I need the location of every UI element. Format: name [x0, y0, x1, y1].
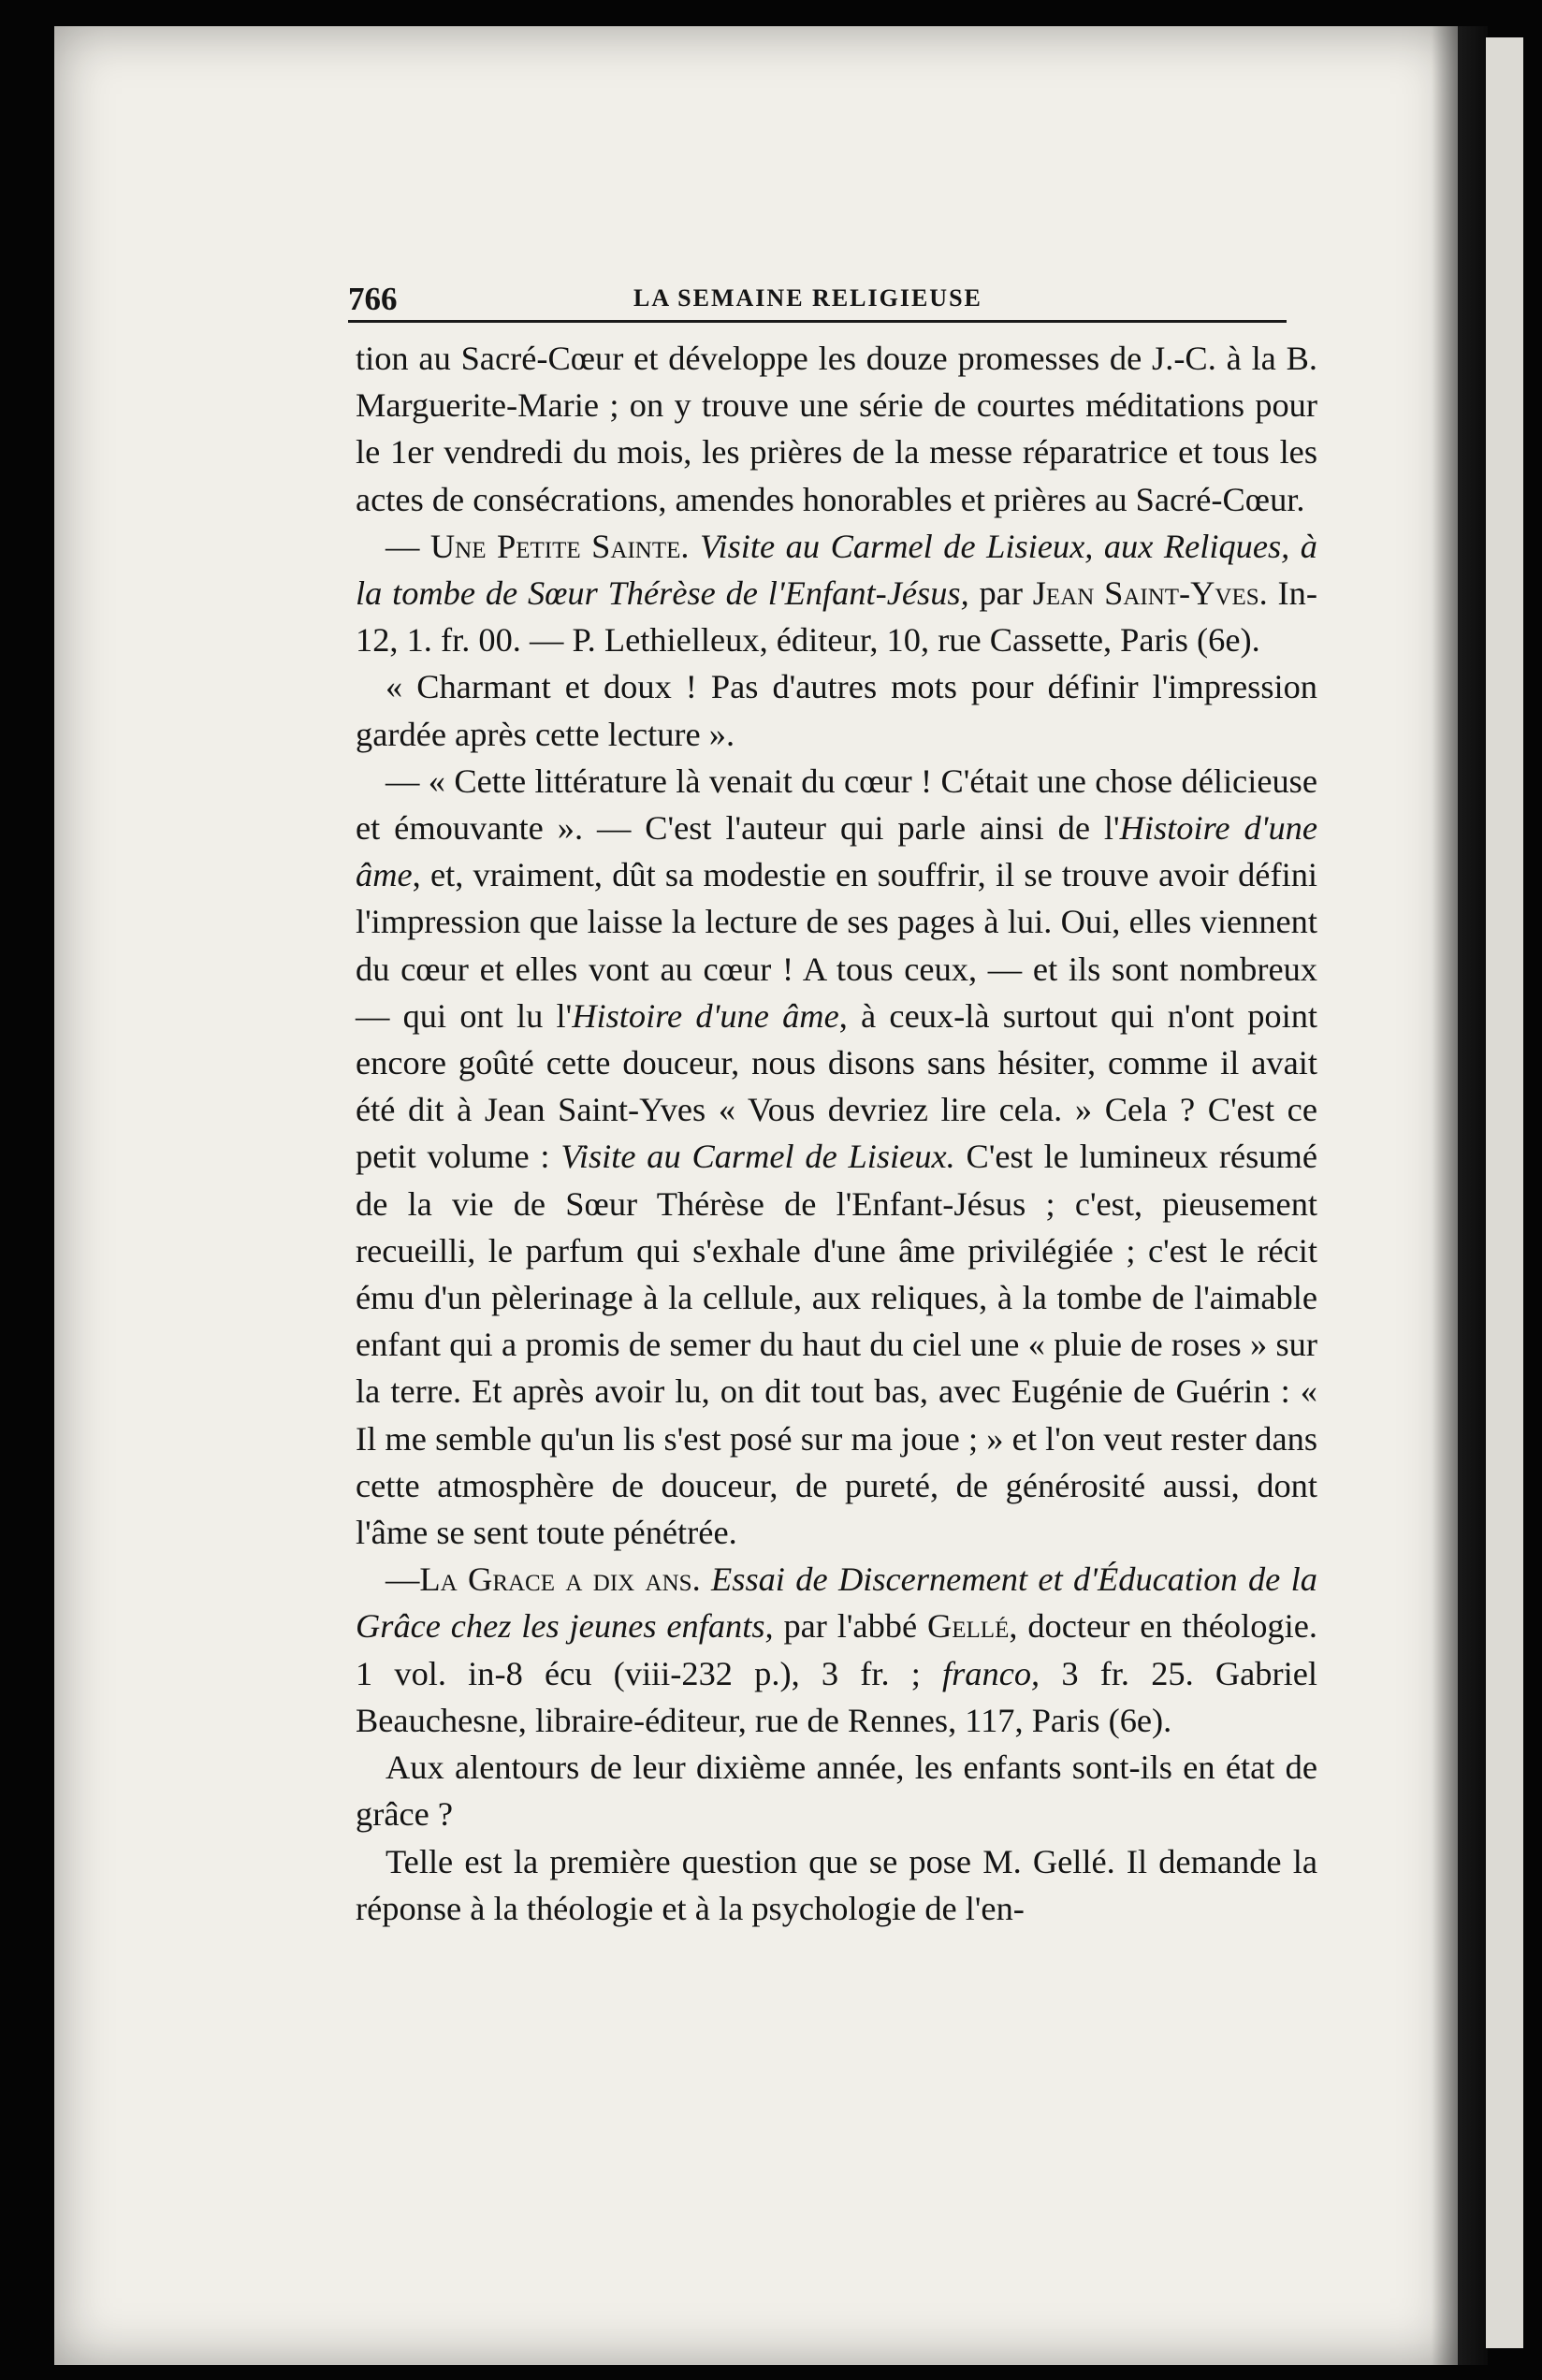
- notice-franco: franco,: [942, 1654, 1040, 1692]
- book-notice-petite-sainte: [356, 523, 1317, 664]
- notice-details-2: 3 fr. 25. Gabriel Beauchesne, libraire-éditeur, rue de Rennes, 117, Paris (6e).: [356, 1654, 1317, 1739]
- page-number: 766: [348, 281, 398, 317]
- header-rule: [348, 320, 1287, 323]
- page-header: [348, 281, 1284, 322]
- review-part-4: C'est le lumineux résumé de la vie de Sœur Thérèse de l'Enfant-Jésus ; c'est, pieusement recueilli, le parfum qui s'exhale d'une âme privilégiée ; c'est le récit ému d'un pèlerinage à la cellule, aux reliques, à la tombe de l'aimable enfant qui a promis de semer du haut du ciel une « pluie de roses » sur la terre. Et après avoir lu, on dit tout bas, avec Eugénie de Guérin : « Il me semble qu'un lis s'est posé sur ma joue ; » et l'on veut rester dans cette atmosphère de douceur, de pureté, de générosité aussi, dont l'âme se sent toute pénétrée.: [356, 1138, 1317, 1552]
- paragraph-final: Telle est la première question que se pose M. Gellé. Il demande la réponse à la théologie et à la psychologie de l'en-: [356, 1842, 1317, 1927]
- review-part-3: , à ceux-là surtout qui n'ont point encore goûté cette douceur, nous disons sans hésiter, comme il avait été dit à Jean Saint-Yves « Vous devriez lire cela. » Cela ? C'est ce petit volume :: [356, 996, 1318, 1176]
- notice-author: Jean Saint-Yves.: [1032, 574, 1268, 613]
- paragraph-review: [356, 758, 1317, 1556]
- notice-details: In-12, 1. fr. 00. — P. Lethielleux, éditeur, 10, rue Cassette, Paris (6e).: [356, 574, 1317, 660]
- notice-details: docteur en théologie. 1 vol. in-8 écu (viii-232 p.), 3 fr. ;: [356, 1607, 1317, 1692]
- review-part-2: , et, vraiment, dût sa modestie en souffrir, il se trouve avoir défini l'impression que laisse la lecture de ses pages à lui. Oui, elles viennent du cœur et elles vont au cœur ! A tous ceux, — et ils sont nombreux — qui ont lu l': [356, 856, 1317, 1035]
- book-notice-grace: [356, 1556, 1317, 1744]
- body-text: [356, 335, 1317, 1932]
- notice-title: La Grace a dix ans.: [419, 1560, 701, 1599]
- notice-author: Gellé,: [926, 1607, 1018, 1646]
- review-italic-3: Visite au Carmel de Lisieux.: [560, 1138, 955, 1176]
- paragraph-continuation: tion au Sacré-Cœur et développe les douze promesses de J.-C. à la B. Marguerite-Marie ; on y trouve une série de courtes méditations pour le 1er vendredi du mois, les prières de la messe réparatrice et tous les actes de consécrations, amendes honorables et prières au Sacré-Cœur.: [356, 340, 1317, 518]
- review-italic-2: Histoire d'une âme: [572, 996, 839, 1035]
- notice-dash: —: [386, 1560, 420, 1599]
- facing-page-edge: [1486, 37, 1523, 2348]
- paragraph-quote: « Charmant et doux ! Pas d'autres mots pour définir l'impression gardée après cette lecture ».: [356, 668, 1317, 753]
- notice-italic-title: Visite au Carmel de Lisieux, aux Reliques, à la tombe de Sœur Thérèse de l'Enfant-Jésus,: [356, 527, 1317, 613]
- notice-title: Une Petite Sainte.: [429, 527, 690, 565]
- running-head: LA SEMAINE RELIGIEUSE: [633, 284, 982, 312]
- review-part-1: — « Cette littérature là venait du cœur ! C'était une chose délicieuse et émouvante ». — C'est l'auteur qui parle ainsi de l': [356, 762, 1317, 848]
- page-gutter-shadow: [1432, 26, 1488, 2365]
- review-italic-1: Histoire d'une âme: [356, 809, 1317, 894]
- notice-by: par: [979, 574, 1023, 613]
- paragraph-question: Aux alentours de leur dixième année, les enfants sont-ils en état de grâce ?: [356, 1749, 1317, 1834]
- notice-italic-title: Essai de Discernement et d'Éducation de la Grâce chez les jeunes enfants,: [356, 1560, 1317, 1646]
- notice-dash: —: [386, 527, 420, 565]
- notice-by: par l'abbé: [783, 1607, 918, 1646]
